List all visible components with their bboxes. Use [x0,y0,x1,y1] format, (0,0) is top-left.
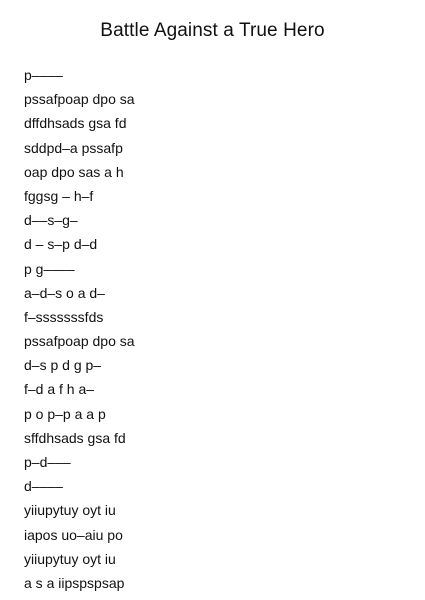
notes-line: yiiupytuy oyt iu [24,502,116,519]
notes-line: pssafpoap dpo sa [24,91,135,108]
notes-line: p–d––– [24,454,71,470]
notes-line: d–s p d g p– [24,357,102,374]
notes-list [24,63,135,595]
notes-line: d––s–g– [24,212,78,229]
notes-line: f–d a f h a– [24,381,95,398]
notes-line: fggsg – h–f [24,187,94,204]
notes-line: sddpd–a pssafp [24,139,123,156]
notes-line: oap dpo sas a h [24,163,124,180]
notes-line: dffdhsads gsa fd [24,115,127,132]
notes-line: a s a iipspspsap [24,574,125,591]
notes-line: d–––– [24,478,63,495]
notes-line: p g–––– [24,260,75,277]
notes-line: p o p–p a a p [24,405,106,422]
notes-line: p–––– [24,67,63,83]
notes-line: f–sssssssfds [24,308,104,325]
notes-line: a–d–s o a d– [24,284,105,301]
notes-line: iapos uo–aiu po [24,526,123,543]
notes-line: d – s–p d–d [24,236,98,253]
notes-line: sffdhsads gsa fd [24,429,126,446]
notes-line: yiiupytuy oyt iu [24,550,116,567]
notes-line: pssafpoap dpo sa [24,333,135,350]
document-title: Battle Against a True Hero [100,20,325,41]
